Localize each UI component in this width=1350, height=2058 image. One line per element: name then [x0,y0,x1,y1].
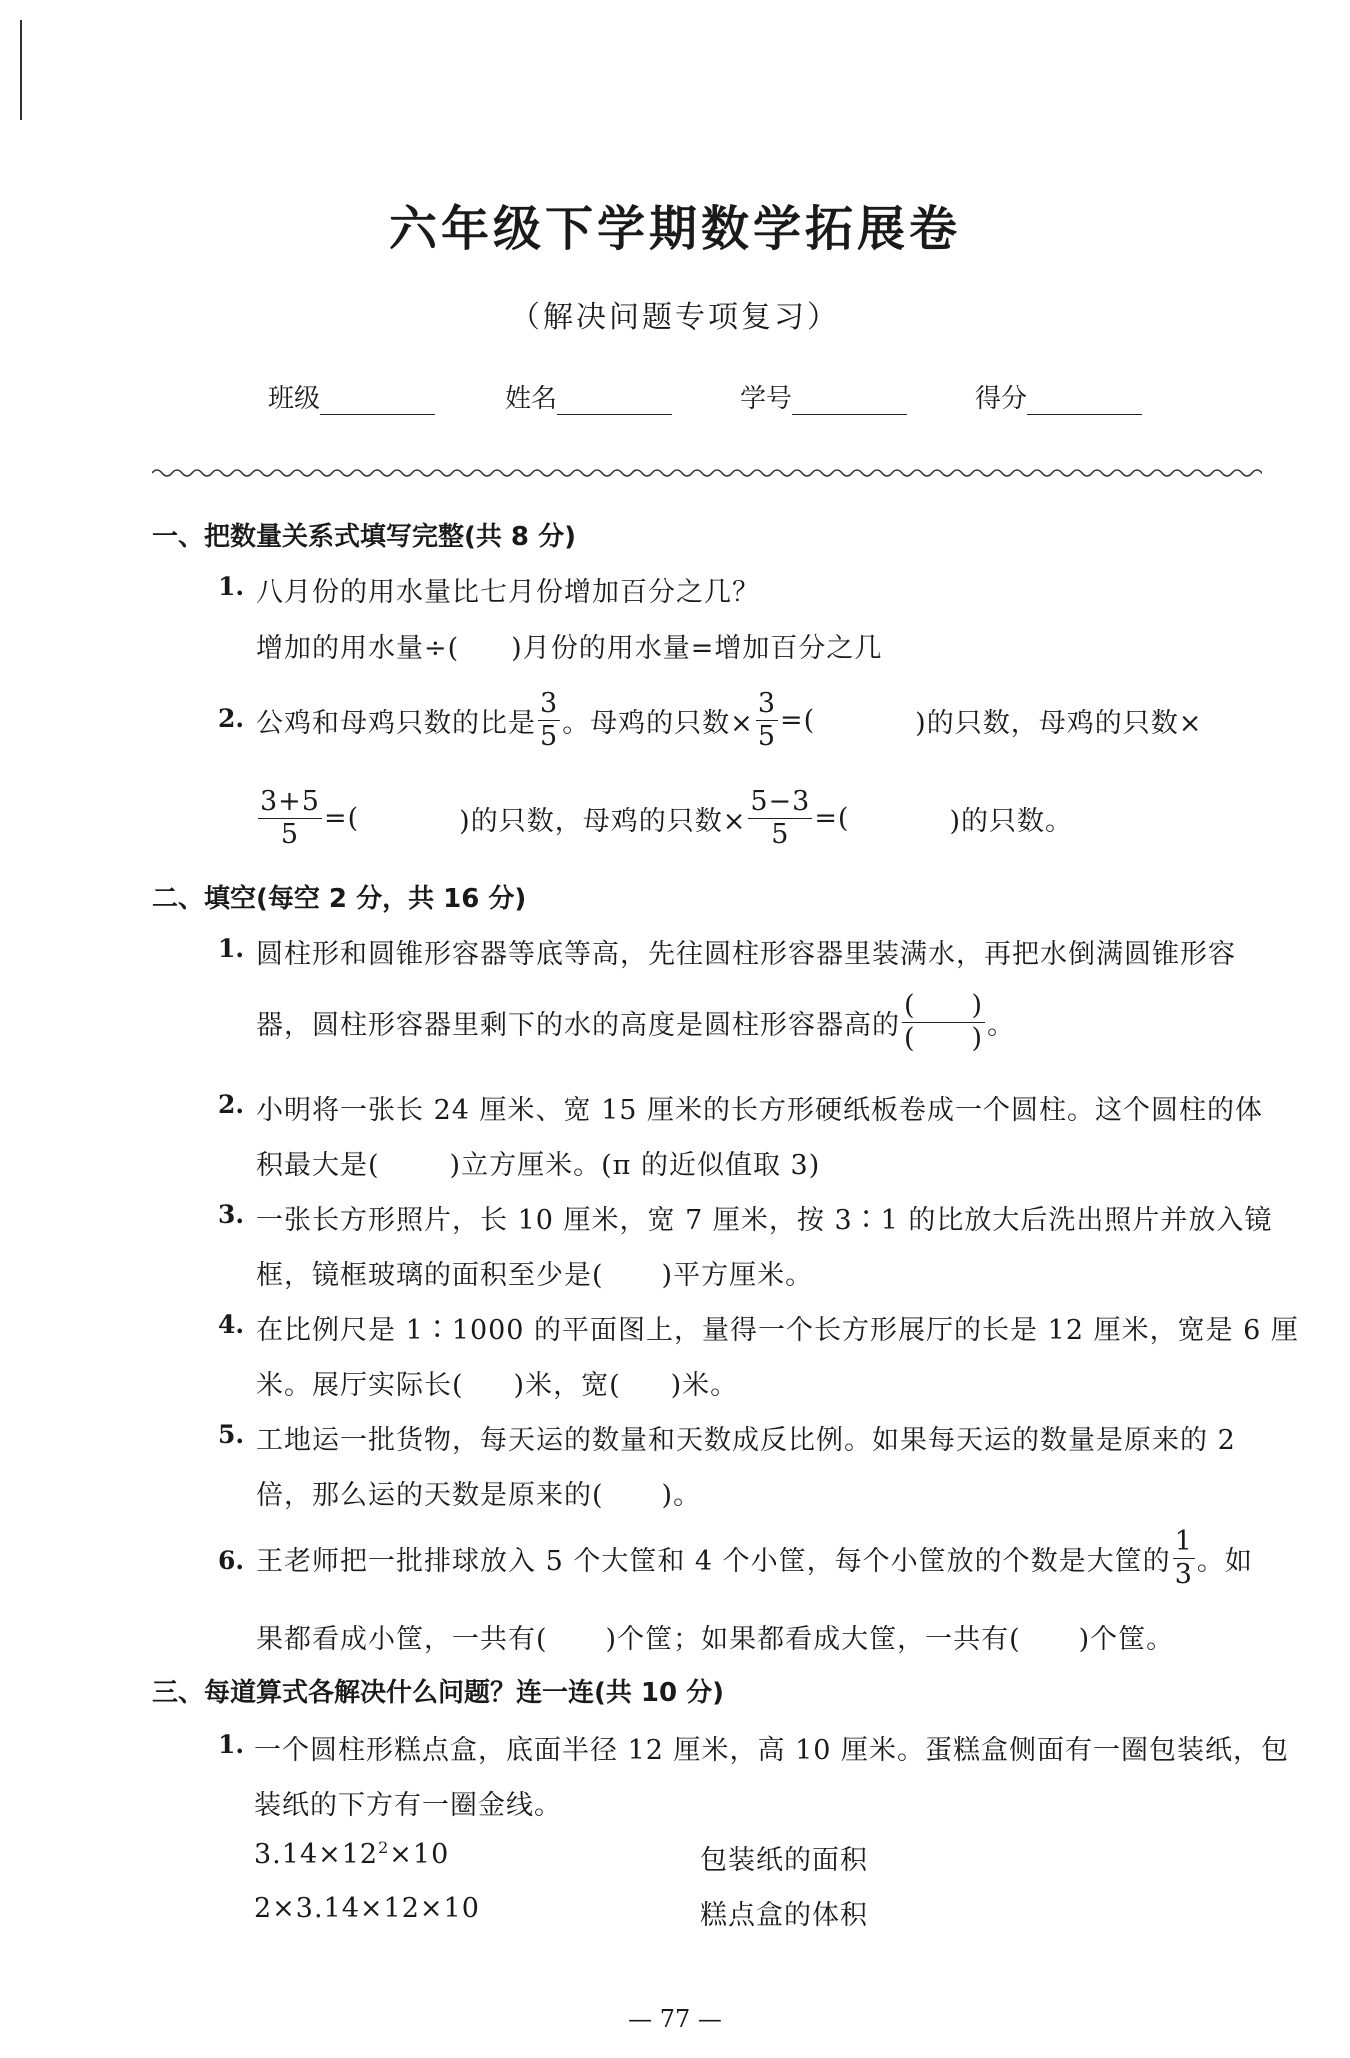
section-3-heading: 三、每道算式各解决什么问题？连一连(共 10 分) [152,1678,725,1708]
name-blank[interactable] [557,388,672,415]
s2-q2-line1: 小明将一张长 24 厘米、宽 15 厘米的长方形硬纸板卷成一个圆柱。这个圆柱的体 [256,1095,1264,1126]
fraction-1-3: $\frac{1}{3}$ [1174,1526,1193,1590]
s1-q2-text-d: )的只数，母鸡的只数× [915,707,1203,739]
s3-q1-number: 1. [218,1730,245,1759]
s1-q1-number: 1. [218,572,245,601]
s2-q1-line2 [256,982,1015,1062]
fraction-3plus5-5: $\frac{3+5}{5}$ [260,786,320,850]
s2-q3-line1: 一张长方形照片，长 10 厘米，宽 7 厘米，按 3∶1 的比放大后洗出照片并放入镜 [256,1205,1273,1236]
fraction-3-5-b: $\frac{3}{5}$ [757,688,776,752]
s2-q2-number: 2. [218,1090,245,1119]
section-2-heading: 二、填空(每空 2 分，共 16 分) [152,884,527,914]
page-number: — 77 — [628,2005,722,2033]
s2-q3-text-b: )平方厘米。 [661,1260,814,1291]
s2-q4-line2 [256,1363,738,1402]
s3-answer-1[interactable]: 包装纸的面积 [700,1845,868,1876]
s2-q3-number: 3. [218,1200,245,1229]
info-label-name: 姓名 [505,384,558,414]
section-1-heading: 一、把数量关系式填写完整(共 8 分) [152,522,576,552]
s2-q6-line2 [256,1617,1174,1656]
s2-q1-end: 。 [987,1009,1016,1041]
s2-q5-text-b: )。 [661,1480,702,1511]
s3-expression-1[interactable] [254,1838,449,1870]
s3-q1-line2: 装纸的下方有一圈金线。 [254,1790,562,1821]
s2-q1-text: 器，圆柱形容器里剩下的水的高度是圆柱形容器高的 [256,1009,900,1041]
s1-q2-text-a: 公鸡和母鸡只数的比是 [256,707,536,739]
s2-q1-line1: 圆柱形和圆锥形容器等底等高，先往圆柱形容器里装满水，再把水倒满圆锥形容 [256,939,1236,970]
info-student-number [740,378,907,415]
s2-q3-text-a: 框，镜框玻璃的面积至少是( [256,1260,604,1291]
s2-q4-line1: 在比例尺是 1∶1000 的平面图上，量得一个长方形展厅的长是 12 厘米，宽是 6 厘 [256,1315,1299,1346]
s2-q2-line2 [256,1143,820,1182]
s2-q4-number: 4. [218,1310,245,1339]
expr1-tail: ×10 [389,1839,450,1870]
s2-q6-text-c: )个筐。 [1078,1624,1175,1655]
s2-q5-text-a: 倍，那么运的天数是原来的( [256,1480,604,1511]
page-title: 六年级下学期数学拓展卷 [388,201,961,257]
info-label-score: 得分 [975,384,1028,414]
s2-q1-number: 1. [218,934,245,963]
binding-edge-line [20,20,22,120]
s2-q4-text-a: 米。展厅实际长( [256,1370,464,1401]
info-label-number: 学号 [740,384,793,414]
s1-q2-line2 [256,778,1073,858]
number-blank[interactable] [792,388,907,415]
s2-q6-text-end: 。如 [1196,1545,1253,1577]
s2-q4-text-c: )米。 [670,1370,739,1401]
s1-q2-text-b: 。母鸡的只数× [562,707,754,739]
class-blank[interactable] [320,388,435,415]
s3-q1-line1: 一个圆柱形糕点盒，底面半径 12 厘米，高 10 厘米。蛋糕盒侧面有一圈包装纸，包 [254,1735,1290,1766]
s2-q5-line1: 工地运一批货物，每天运的数量和天数成反比例。如果每天运的数量是原来的 2 [256,1425,1236,1456]
s2-q4-text-b: )米，宽( [513,1370,621,1401]
fraction-3-5-a: $\frac{3}{5}$ [540,688,559,752]
s1-q2-text-h: )的只数。 [949,805,1074,837]
s1-q1-formula [256,626,882,665]
s1-q1-question: 八月份的用水量比七月份增加百分之几？ [256,577,760,608]
s2-q6-text-a: 果都看成小筐，一共有( [256,1624,548,1655]
s2-q5-number: 5. [218,1420,245,1449]
s1-q2-line1 [256,680,1202,760]
s2-q6-text: 王老师把一批排球放入 5 个大筐和 4 个小筐，每个小筐放的个数是大筐的 [256,1545,1171,1577]
s2-q5-line2 [256,1473,701,1512]
s2-q3-line2 [256,1253,813,1292]
s1-q1-formula-b: )月份的用水量=增加百分之几 [511,633,883,664]
s1-q2-text-c: =( [780,704,816,736]
s2-q6-text-b: )个筐；如果都看成大筐，一共有( [605,1624,1021,1655]
s1-q2-number: 2. [218,704,245,733]
wavy-divider [152,466,1262,480]
s2-q6-line1 [256,1516,1253,1600]
expr1-exponent: 2 [378,1838,390,1857]
s2-q6-number: 6. [218,1546,245,1575]
s3-expression-2[interactable]: 2×3.14×12×10 [254,1893,480,1924]
s2-q2-text-b: )立方厘米。(π 的近似值取 3) [449,1150,821,1181]
s1-q2-text-g: =( [814,802,850,834]
s3-answer-2[interactable]: 糕点盒的体积 [700,1900,868,1931]
info-name [505,378,672,415]
info-score [975,378,1142,415]
score-blank[interactable] [1027,388,1142,415]
s1-q1-formula-a: 增加的用水量÷( [256,633,460,664]
s2-q2-text-a: 积最大是( [256,1150,380,1181]
info-label-class: 班级 [268,384,321,414]
s1-q2-text-e: =( [323,802,360,834]
info-class [268,378,435,415]
fraction-5minus3-5: $\frac{5-3}{5}$ [750,786,811,850]
s1-q2-text-f: )的只数，母鸡的只数× [459,805,747,837]
page-subtitle: （解决问题专项复习） [510,300,840,335]
s2-q1-fraction-blank[interactable]: $\frac{( )}{( )}$ [904,990,984,1054]
expr1-base: 3.14×12 [254,1839,379,1870]
